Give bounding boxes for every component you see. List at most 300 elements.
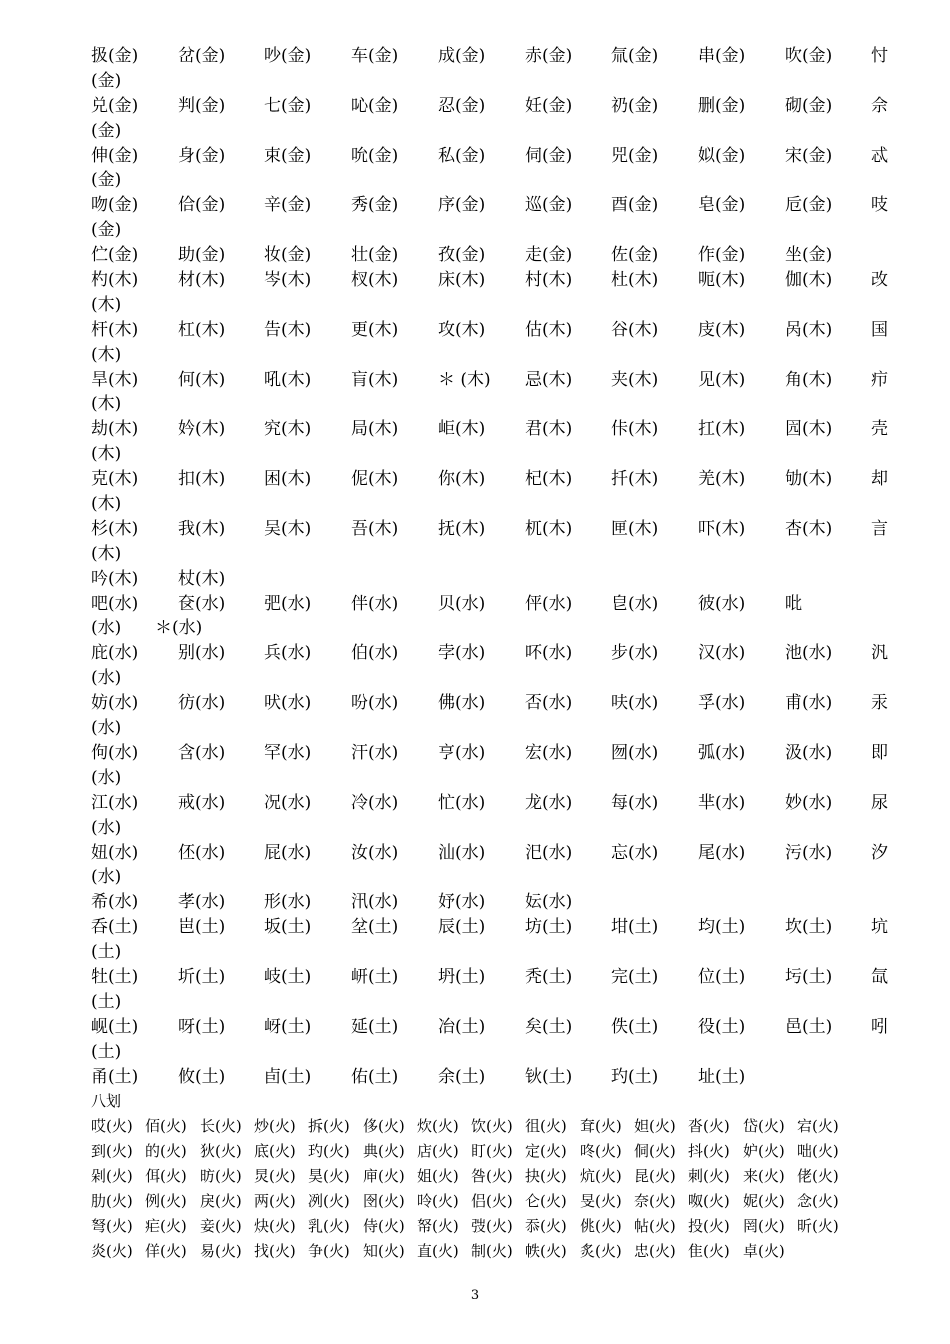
character-entry: 局(木) bbox=[351, 419, 399, 440]
character-entry: 角(木) bbox=[785, 369, 833, 390]
character-entry: 延(土) bbox=[351, 1016, 399, 1037]
character-entry: 佘 bbox=[871, 95, 888, 116]
text-line bbox=[91, 69, 891, 94]
character-entry: 巡(金) bbox=[525, 195, 573, 216]
character-entry: 吟(木) bbox=[91, 568, 139, 589]
character-entry: 隹(火) bbox=[688, 1241, 730, 1260]
character-entry: 串(金) bbox=[698, 46, 746, 66]
character-entry: 改 bbox=[871, 270, 888, 291]
character-entry: 别(水) bbox=[178, 643, 226, 664]
text-line bbox=[91, 567, 891, 592]
character-entry: 岘(土) bbox=[91, 1016, 139, 1037]
character-entry: 扣(木) bbox=[178, 469, 226, 490]
character-entry: 车(金) bbox=[351, 46, 399, 66]
text-line bbox=[91, 1015, 891, 1040]
character-entry: (土) bbox=[91, 942, 122, 963]
character-entry: 七(金) bbox=[264, 95, 312, 116]
character-entry: 彼(水) bbox=[698, 593, 746, 614]
character-entry: 伲(木) bbox=[351, 469, 399, 490]
character-entry: 孛(水) bbox=[438, 643, 486, 664]
character-entry: 身(金) bbox=[178, 145, 226, 166]
character-entry: 找(火) bbox=[254, 1241, 296, 1260]
character-entry: 玓(土) bbox=[611, 1066, 659, 1087]
character-entry: 徂(火) bbox=[525, 1117, 567, 1136]
character-entry: 坎(土) bbox=[785, 917, 833, 938]
character-entry: 坑 bbox=[871, 917, 888, 938]
character-entry: 佑(土) bbox=[351, 1066, 399, 1087]
character-entry: 吱 bbox=[871, 195, 888, 216]
text-line bbox=[91, 940, 891, 965]
character-entry: 成(金) bbox=[438, 46, 486, 66]
character-entry: 邑(土) bbox=[785, 1016, 833, 1037]
character-entry: 姒(金) bbox=[698, 145, 746, 166]
character-entry: 乳(火) bbox=[308, 1216, 350, 1235]
character-entry: 盯(火) bbox=[471, 1142, 513, 1161]
character-entry: 吧(水) bbox=[91, 593, 139, 614]
character-entry: 否(水) bbox=[525, 693, 573, 714]
character-entry: 何(木) bbox=[178, 369, 226, 390]
character-entry: 妒(火) bbox=[743, 1142, 785, 1161]
text-line bbox=[91, 741, 891, 766]
character-entry: 佝(水) bbox=[91, 742, 139, 763]
character-entry: (金) bbox=[91, 70, 122, 91]
character-entry: 岍(土) bbox=[351, 966, 399, 987]
character-entry: 杌(木) bbox=[525, 518, 573, 539]
character-entry: 岔(金) bbox=[178, 46, 226, 66]
character-entry: 贝(水) bbox=[438, 593, 486, 614]
character-entry: 皂(金) bbox=[698, 195, 746, 216]
character-entry: 佚(土) bbox=[611, 1016, 659, 1037]
character-entry: 呶(火) bbox=[688, 1191, 730, 1210]
character-entry: 壳 bbox=[871, 419, 888, 440]
character-entry: 杓(木) bbox=[91, 270, 139, 291]
text-line bbox=[91, 1065, 891, 1090]
character-entry: 争(火) bbox=[308, 1241, 350, 1260]
character-entry: (水) bbox=[91, 668, 122, 689]
character-entry: 希(水) bbox=[91, 892, 139, 913]
character-entry: 吾(木) bbox=[351, 518, 399, 539]
text-line bbox=[91, 1114, 891, 1139]
character-entry: 床(木) bbox=[438, 270, 486, 291]
character-entry: 汲(水) bbox=[785, 742, 833, 763]
character-entry: 困(木) bbox=[264, 469, 312, 490]
character-entry: 戒(水) bbox=[178, 792, 226, 813]
character-entry: 秃(土) bbox=[525, 966, 573, 987]
character-entry: 完(土) bbox=[611, 966, 659, 987]
character-entry: 炙(火) bbox=[580, 1241, 622, 1260]
character-entry: 弩(火) bbox=[91, 1216, 133, 1235]
character-entry: 污(水) bbox=[785, 842, 833, 863]
character-entry: 岑(木) bbox=[264, 270, 312, 291]
character-entry: 忍(金) bbox=[438, 95, 486, 116]
character-entry: (水) bbox=[91, 817, 122, 838]
character-entry: 攸(土) bbox=[178, 1066, 226, 1087]
character-entry: 耷(火) bbox=[580, 1117, 622, 1136]
character-entry: 江(水) bbox=[91, 792, 139, 813]
character-entry: 妮(火) bbox=[743, 1191, 785, 1210]
character-entry: 呃(木) bbox=[698, 270, 746, 291]
character-entry: 岠(木) bbox=[438, 419, 486, 440]
text-line bbox=[91, 517, 891, 542]
character-entry: 炒(火) bbox=[254, 1117, 296, 1136]
character-entry: 囥(木) bbox=[785, 419, 833, 440]
character-entry: 坌(土) bbox=[351, 917, 399, 938]
text-line bbox=[91, 368, 891, 393]
character-entry: 氙 bbox=[871, 966, 888, 987]
character-entry: 吡 bbox=[785, 593, 802, 614]
text-line bbox=[91, 1040, 891, 1065]
character-entry: 吴(木) bbox=[264, 518, 312, 539]
character-entry: 见(木) bbox=[698, 369, 746, 390]
text-line bbox=[91, 816, 891, 841]
text-line bbox=[91, 766, 891, 791]
character-entry: 位(土) bbox=[698, 966, 746, 987]
character-entry: 炊(火) bbox=[417, 1117, 459, 1136]
text-line bbox=[91, 915, 891, 940]
text-line bbox=[91, 791, 891, 816]
text-line bbox=[91, 94, 891, 119]
section-heading: 八划 bbox=[91, 1092, 122, 1111]
text-line bbox=[91, 1164, 891, 1189]
character-entry: 坍(土) bbox=[438, 966, 486, 987]
character-entry: 弧(水) bbox=[698, 742, 746, 763]
character-entry: 昊(火) bbox=[308, 1167, 350, 1186]
character-entry: 炔(火) bbox=[254, 1216, 296, 1235]
character-entry: 佰(火) bbox=[145, 1117, 187, 1136]
character-entry: 孜(金) bbox=[438, 245, 486, 266]
character-entry: 吣(金) bbox=[351, 95, 399, 116]
character-list-wide bbox=[91, 44, 891, 1089]
character-entry: 亨(水) bbox=[438, 742, 486, 763]
character-entry: 帙(火) bbox=[525, 1241, 567, 1260]
character-entry: 忖 bbox=[871, 46, 888, 66]
character-entry: 咄(火) bbox=[797, 1142, 839, 1161]
text-line bbox=[91, 542, 891, 567]
character-entry: 岐(土) bbox=[264, 966, 312, 987]
character-entry: 忒 bbox=[871, 145, 888, 166]
character-entry: 呤(火) bbox=[417, 1191, 459, 1210]
character-entry: 吲 bbox=[871, 1016, 888, 1037]
page-number: 3 bbox=[470, 1288, 480, 1303]
character-entry: 咚(火) bbox=[580, 1142, 622, 1161]
character-entry: 孝(水) bbox=[178, 892, 226, 913]
character-entry: 弢(火) bbox=[471, 1216, 513, 1235]
character-entry: 君(木) bbox=[525, 419, 573, 440]
character-entry: 冽(火) bbox=[308, 1191, 350, 1210]
character-entry: 吥(水) bbox=[525, 643, 573, 664]
character-entry: 妾(火) bbox=[200, 1216, 242, 1235]
character-entry: 杞(木) bbox=[525, 469, 573, 490]
text-line bbox=[91, 119, 891, 144]
character-entry: 投(火) bbox=[688, 1216, 730, 1235]
character-list-narrow bbox=[91, 1114, 891, 1263]
character-entry: 吩(水) bbox=[351, 693, 399, 714]
character-entry: 饮(火) bbox=[471, 1117, 513, 1136]
text-line bbox=[91, 990, 891, 1015]
character-entry: 兕(金) bbox=[611, 145, 659, 166]
text-line bbox=[91, 417, 891, 442]
character-entry: 杉(木) bbox=[91, 518, 139, 539]
character-entry: 尾(水) bbox=[698, 842, 746, 863]
character-entry: 余(土) bbox=[438, 1066, 486, 1087]
character-entry: 吠(水) bbox=[264, 693, 312, 714]
text-line bbox=[91, 218, 891, 243]
character-entry: 忘(水) bbox=[611, 842, 659, 863]
character-entry: 抚(木) bbox=[438, 518, 486, 539]
character-entry: 池(水) bbox=[785, 643, 833, 664]
character-entry: 佯(火) bbox=[145, 1241, 187, 1260]
character-entry: 伾(水) bbox=[178, 842, 226, 863]
character-entry: 妤(水) bbox=[438, 892, 486, 913]
character-entry: 剁(火) bbox=[91, 1167, 133, 1186]
character-entry: 劬(木) bbox=[785, 469, 833, 490]
character-entry: 杜(木) bbox=[611, 270, 659, 291]
character-entry: 汜(水) bbox=[525, 842, 573, 863]
character-entry: 昕(火) bbox=[797, 1216, 839, 1235]
character-entry: (木) bbox=[91, 494, 122, 515]
character-entry: 店(火) bbox=[417, 1142, 459, 1161]
character-entry: 形(水) bbox=[264, 892, 312, 913]
character-entry: 知(火) bbox=[363, 1241, 405, 1260]
character-entry: 的(火) bbox=[145, 1142, 187, 1161]
character-entry: 妆(金) bbox=[264, 245, 312, 266]
character-entry: 汗(水) bbox=[351, 742, 399, 763]
character-entry: 克(木) bbox=[91, 469, 139, 490]
character-entry: 岱(火) bbox=[743, 1117, 785, 1136]
character-entry: 念(火) bbox=[797, 1191, 839, 1210]
text-line bbox=[91, 691, 891, 716]
character-entry: 疖 bbox=[871, 369, 888, 390]
text-line bbox=[91, 343, 891, 368]
character-entry: 更(木) bbox=[351, 319, 399, 340]
character-entry: 伯(水) bbox=[351, 643, 399, 664]
character-entry: 佧(木) bbox=[611, 419, 659, 440]
character-entry: 吵(金) bbox=[264, 46, 312, 66]
character-entry: 佮(金) bbox=[178, 195, 226, 216]
character-entry: 宕(火) bbox=[797, 1117, 839, 1136]
character-entry: (水) bbox=[91, 718, 122, 739]
character-entry: 羌(木) bbox=[698, 469, 746, 490]
character-entry: 妞(水) bbox=[91, 842, 139, 863]
character-entry: 汛(水) bbox=[351, 892, 399, 913]
character-entry: 坊(土) bbox=[525, 917, 573, 938]
character-entry: 忙(水) bbox=[438, 792, 486, 813]
character-entry: 步(水) bbox=[611, 643, 659, 664]
character-entry: (土) bbox=[91, 1041, 122, 1062]
character-entry: 佻(火) bbox=[580, 1216, 622, 1235]
character-entry: 谷(木) bbox=[611, 319, 659, 340]
character-entry: 杈(木) bbox=[351, 270, 399, 291]
text-line bbox=[91, 144, 891, 169]
character-entry: 判(金) bbox=[178, 95, 226, 116]
character-entry: 你(木) bbox=[438, 469, 486, 490]
character-entry: 甫(水) bbox=[785, 693, 833, 714]
character-entry: 每(水) bbox=[611, 792, 659, 813]
character-entry: 况(水) bbox=[264, 792, 312, 813]
character-entry: 侍(火) bbox=[363, 1216, 405, 1235]
character-entry: 壮(金) bbox=[351, 245, 399, 266]
text-line bbox=[91, 268, 891, 293]
character-entry: 酉(金) bbox=[611, 195, 659, 216]
character-entry: 玓(火) bbox=[308, 1142, 350, 1161]
character-entry: 妗(木) bbox=[178, 419, 226, 440]
character-entry: 伺(金) bbox=[525, 145, 573, 166]
character-entry: 炎(火) bbox=[91, 1241, 133, 1260]
character-entry: 妙(水) bbox=[785, 792, 833, 813]
text-line bbox=[91, 841, 891, 866]
character-entry: 汉(水) bbox=[698, 643, 746, 664]
character-entry: 吼(木) bbox=[264, 369, 312, 390]
text-line bbox=[91, 1139, 891, 1164]
character-entry: 秀(金) bbox=[351, 195, 399, 216]
character-entry: 奁(水) bbox=[178, 593, 226, 614]
character-entry: 告(木) bbox=[264, 319, 312, 340]
text-line bbox=[91, 492, 891, 517]
character-entry: 兵(水) bbox=[264, 643, 312, 664]
character-entry: 含(水) bbox=[178, 742, 226, 763]
character-entry: 役(土) bbox=[698, 1016, 746, 1037]
character-entry: 狄(火) bbox=[200, 1142, 242, 1161]
text-line bbox=[91, 890, 891, 915]
character-entry: 定(火) bbox=[525, 1142, 567, 1161]
text-line bbox=[91, 1239, 891, 1264]
character-entry: 伽(木) bbox=[785, 270, 833, 291]
character-entry: 卓(火) bbox=[743, 1241, 785, 1260]
character-entry: 言 bbox=[871, 518, 888, 539]
character-entry: 吻(金) bbox=[91, 195, 139, 216]
text-line bbox=[91, 442, 891, 467]
character-entry: 炅(火) bbox=[254, 1167, 296, 1186]
character-entry: 侈(火) bbox=[363, 1117, 405, 1136]
character-entry: 佐(金) bbox=[611, 245, 659, 266]
character-entry: 序(金) bbox=[438, 195, 486, 216]
character-entry: ＊(水) bbox=[155, 618, 203, 639]
text-line bbox=[91, 592, 891, 617]
character-entry: 吓(木) bbox=[698, 518, 746, 539]
character-entry: 长(火) bbox=[200, 1117, 242, 1136]
character-entry: 坐(金) bbox=[785, 245, 833, 266]
character-entry: 帖(火) bbox=[634, 1216, 676, 1235]
character-entry: 杖(木) bbox=[178, 568, 226, 589]
character-entry: 侗(火) bbox=[634, 1142, 676, 1161]
text-line bbox=[91, 716, 891, 741]
character-entry: 却 bbox=[871, 469, 888, 490]
character-entry: 妘(水) bbox=[525, 892, 573, 913]
character-entry: 汎 bbox=[871, 643, 888, 664]
text-line bbox=[91, 467, 891, 492]
character-entry: 岈(土) bbox=[264, 1016, 312, 1037]
character-entry: 姐(火) bbox=[417, 1167, 459, 1186]
character-entry: 吹(金) bbox=[785, 46, 833, 66]
character-entry: 助(金) bbox=[178, 245, 226, 266]
character-entry: 囹(火) bbox=[363, 1191, 405, 1210]
character-entry: (水) bbox=[91, 867, 122, 888]
character-entry: 即 bbox=[871, 742, 888, 763]
character-entry: 孚(水) bbox=[698, 693, 746, 714]
character-entry: 屁(水) bbox=[264, 842, 312, 863]
character-entry: 妲(火) bbox=[634, 1117, 676, 1136]
character-entry: (金) bbox=[91, 220, 122, 241]
character-entry: 甬(土) bbox=[91, 1066, 139, 1087]
character-entry: 伴(水) bbox=[351, 593, 399, 614]
character-entry: (金) bbox=[91, 170, 122, 191]
character-entry: 伸(金) bbox=[91, 145, 139, 166]
character-entry: 佴(火) bbox=[145, 1167, 187, 1186]
text-line bbox=[91, 666, 891, 691]
character-entry: 伻(水) bbox=[525, 593, 573, 614]
character-entry: 氚(金) bbox=[611, 46, 659, 66]
character-entry: 忌(木) bbox=[525, 369, 573, 390]
character-entry: 匣(木) bbox=[611, 518, 659, 539]
text-line bbox=[91, 965, 891, 990]
text-line bbox=[91, 641, 891, 666]
character-entry: 帑(火) bbox=[417, 1216, 459, 1235]
character-entry: 均(土) bbox=[698, 917, 746, 938]
character-entry: 汝(水) bbox=[351, 842, 399, 863]
character-entry: 囫(水) bbox=[611, 742, 659, 763]
character-entry: 来(火) bbox=[743, 1167, 785, 1186]
character-entry: 伫(金) bbox=[91, 245, 139, 266]
character-entry: 庋(木) bbox=[698, 319, 746, 340]
character-entry: 忝(火) bbox=[525, 1216, 567, 1235]
character-entry: 辛(金) bbox=[264, 195, 312, 216]
character-entry: 杠(木) bbox=[178, 319, 226, 340]
character-entry: (金) bbox=[91, 120, 122, 141]
character-entry: (土) bbox=[91, 991, 122, 1012]
character-entry: 址(土) bbox=[698, 1066, 746, 1087]
character-entry: (木) bbox=[91, 444, 122, 465]
character-entry: 劫(木) bbox=[91, 419, 139, 440]
text-line bbox=[91, 1189, 891, 1214]
character-entry: 呀(土) bbox=[178, 1016, 226, 1037]
text-line bbox=[91, 318, 891, 343]
character-entry: 扛(木) bbox=[698, 419, 746, 440]
character-entry: 拆(火) bbox=[308, 1117, 350, 1136]
character-entry: 侣(火) bbox=[471, 1191, 513, 1210]
character-entry: (水) bbox=[91, 767, 122, 788]
character-entry: 卮(金) bbox=[785, 195, 833, 216]
document-body bbox=[91, 44, 891, 1264]
character-entry: 弝(水) bbox=[264, 593, 312, 614]
character-entry: 宏(水) bbox=[525, 742, 573, 763]
character-entry: 炕(火) bbox=[580, 1167, 622, 1186]
text-line bbox=[91, 616, 891, 641]
character-entry: 宋(金) bbox=[785, 145, 833, 166]
character-entry: 村(木) bbox=[525, 270, 573, 291]
character-entry: 走(金) bbox=[525, 245, 573, 266]
character-entry: 忠(火) bbox=[634, 1241, 676, 1260]
character-entry: (木) bbox=[91, 543, 122, 564]
character-entry: 扱(金) bbox=[91, 46, 139, 66]
character-entry: 哎(火) bbox=[91, 1117, 133, 1136]
text-line bbox=[91, 44, 891, 69]
character-entry: 典(火) bbox=[363, 1142, 405, 1161]
character-entry: 旱(木) bbox=[91, 369, 139, 390]
character-entry: 两(火) bbox=[254, 1191, 296, 1210]
text-line bbox=[91, 193, 891, 218]
character-entry: 仑(火) bbox=[525, 1191, 567, 1210]
character-entry: 沓(火) bbox=[688, 1117, 730, 1136]
character-entry: 吮(金) bbox=[351, 145, 399, 166]
character-entry: 岜(土) bbox=[178, 917, 226, 938]
character-entry: 汕(水) bbox=[438, 842, 486, 863]
character-entry: 佛(水) bbox=[438, 693, 486, 714]
character-entry: 罔(火) bbox=[743, 1216, 785, 1235]
text-line bbox=[91, 168, 891, 193]
character-entry: 矣(土) bbox=[525, 1016, 573, 1037]
character-entry: 冷(水) bbox=[351, 792, 399, 813]
character-entry: 删(金) bbox=[698, 95, 746, 116]
